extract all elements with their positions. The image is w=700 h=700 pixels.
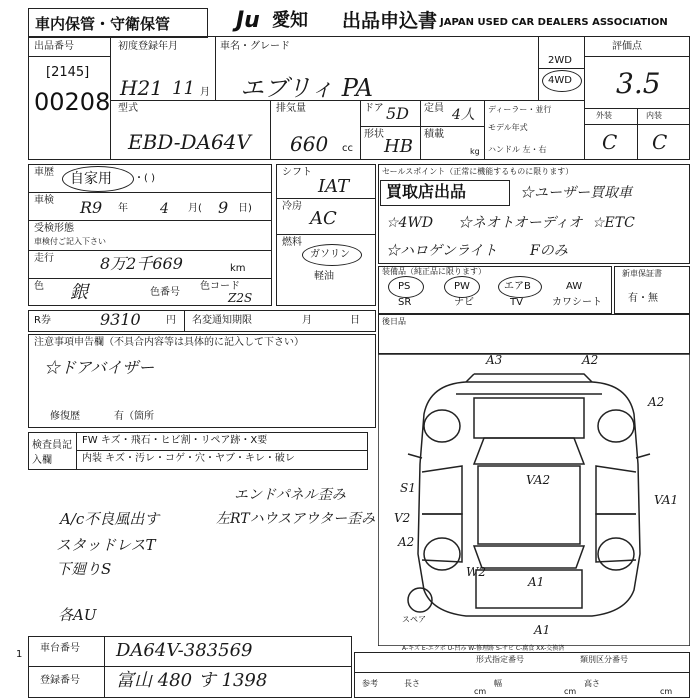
recycle-unit: 円 (166, 315, 176, 326)
lot-label: 出品番号 (34, 41, 74, 52)
plate-value: 富山 480 す 1398 (116, 670, 268, 691)
shape-label: 形状 (364, 129, 384, 140)
damage-mark-7: A2 (398, 535, 415, 549)
rating-value: 3.5 (616, 67, 661, 100)
spare-label: スペア (402, 615, 426, 624)
remark-0: A/c不良風出す (60, 510, 160, 528)
equipment-aw: AW (566, 281, 583, 292)
equipment-airbag: エアB (504, 281, 531, 292)
damage-legend: A-キズ E-エクボ U-凹み W-修理跡 S-サビ C-腐食 XX-交換済 (402, 645, 565, 652)
mileage-unit: km (230, 263, 246, 274)
color-code-label: 色コード (200, 281, 240, 292)
shift-label: シフト (282, 167, 312, 178)
model-label: 車名・グレード (220, 41, 290, 52)
inspector-interior-row: 内装 キズ・汚レ・コゲ・穴・ヤブ・キレ・破レ (82, 453, 295, 464)
doors-label: ドア (364, 103, 384, 114)
equipment-tv: TV (510, 297, 523, 308)
chassis-label: 車台番号 (40, 643, 80, 654)
selling-point-5: Fのみ (530, 243, 568, 259)
height-unit: cm (660, 687, 673, 696)
load-unit: kg (470, 147, 480, 156)
shaken-era: R9 (80, 198, 103, 217)
history-label: 車歴 (34, 167, 54, 178)
meter-notice-month: 月 (302, 315, 312, 326)
equipment-pw-circle (444, 276, 480, 298)
inspector-label: 検査員記入欄 (32, 440, 72, 466)
selling-point-1: ☆4WD (386, 215, 434, 231)
drive-4wd: 4WD (548, 75, 572, 86)
repair-label: 修復歴 (50, 411, 80, 422)
selling-point-4: ☆ハロゲンライト (386, 243, 498, 259)
length-label: 長さ (404, 679, 420, 688)
reception-label: 受検形態 (34, 223, 74, 234)
history-circle (62, 166, 134, 192)
damage-mark-3: S1 (400, 481, 416, 495)
type-label: 型式 (118, 103, 138, 114)
doors-value: 5D (386, 104, 410, 123)
shaken-day-unit: 日) (238, 203, 252, 214)
drive-2wd: 2WD (548, 55, 572, 66)
left-mark: 1 (16, 649, 23, 660)
width-unit: cm (564, 687, 577, 696)
org-name: 愛知 (272, 10, 308, 31)
mileage-label: 走行 (34, 253, 54, 264)
type-value: EBD-DA64V (128, 130, 251, 154)
drive-4wd-circle (542, 70, 582, 92)
damage-mark-8: W2 (466, 565, 486, 579)
remark-1: スタッドレスT (56, 536, 156, 554)
shape-value: HB (384, 136, 413, 157)
capacity-label: 定員 (424, 103, 444, 114)
height-label: 高さ (584, 679, 600, 688)
rating-exterior-label: 外装 (596, 111, 612, 120)
shaken-label: 車検 (34, 195, 54, 206)
damage-mark-5: VA1 (654, 493, 679, 507)
shaken-month-unit: 月( (188, 203, 202, 214)
rear-label: 後日品 (382, 317, 406, 326)
inspector-fw-row: FW キズ・飛石・ヒビ割・リペア跡・X要 (82, 435, 268, 446)
equipment-sr: SR (398, 297, 412, 308)
notes-label: 注意事項申告欄（不具合内容等は具体的に記入して下さい） (34, 337, 304, 348)
fuel-label: 燃料 (282, 237, 302, 248)
selling-point-2: ☆ネオトオーディオ (458, 215, 583, 231)
english-title: JAPAN USED CAR DEALERS ASSOCIATION (440, 17, 668, 28)
selling-points-label: セールスポイント（正常に機能するものに限ります） (382, 167, 574, 176)
width-label: 幅 (494, 679, 502, 688)
class-label: 類別区分番号 (580, 655, 628, 664)
equipment-navi: ナビ (454, 297, 474, 308)
registration-month-unit: 月 (200, 87, 210, 98)
mileage-value: 8万2千669 (100, 254, 183, 273)
repair-value: 有（箇所 (114, 411, 154, 422)
notes-box (28, 334, 376, 428)
form-title: 出品申込書 (342, 10, 438, 32)
equipment-seat: カワシート (552, 297, 602, 308)
lot-number: 00208 (34, 88, 111, 116)
remark-2: 下廻りS (56, 560, 112, 578)
equipment-label: 装備品（純正品に限ります） (382, 267, 486, 276)
registration-label: 初度登録年月 (118, 41, 178, 52)
fuel-gas: ガソリン (310, 249, 350, 260)
displacement-label: 排気量 (276, 103, 306, 114)
damage-mark-1: A2 (582, 353, 599, 367)
lot-bracket: [2145] (46, 65, 90, 80)
fuel-gas-circle (302, 244, 362, 266)
recycle-value: 9310 (100, 310, 141, 329)
new-car-label: 新車保証書 (622, 269, 662, 278)
spec-label: 形式指定番号 (476, 655, 524, 664)
shaken-day: 9 (218, 198, 229, 217)
remark-5: 各AU (58, 606, 97, 624)
capacity-value: 4人 (452, 107, 475, 123)
handle-label: ハンドル 左・右 (488, 145, 547, 154)
equipment-pw: PW (454, 281, 470, 292)
length-unit: cm (474, 687, 487, 696)
recycle-label: R券 (34, 315, 51, 326)
shift-value: IAT (318, 176, 350, 197)
equipment-airbag-circle (498, 276, 542, 298)
rating-interior-label: 内装 (646, 111, 662, 120)
color-code: Z2S (228, 291, 253, 305)
model-year-label: モデル年式 (488, 123, 528, 132)
equipment-ps: PS (398, 281, 411, 292)
dealer-label: ディーラー・並行 (488, 105, 552, 114)
storage-label-box (28, 8, 208, 38)
notes-item-0: ☆ドアバイザー (44, 358, 155, 377)
history-value: 自家用 (70, 171, 112, 187)
model-value: エブリィ PA (240, 74, 373, 102)
color-value: 銀 (70, 282, 88, 303)
selling-point-3: ☆ETC (592, 215, 635, 231)
shaken-year-unit: 年 (118, 203, 128, 214)
history-paren: ・( ) (134, 173, 155, 184)
damage-mark-10: A1 (534, 623, 551, 637)
color-number-label: 色番号 (150, 287, 180, 298)
displacement-value: 660 (290, 132, 329, 156)
fuel-diesel: 軽油 (314, 271, 334, 282)
rating-exterior: C (602, 130, 618, 154)
plate-label: 登録番号 (40, 675, 80, 686)
ju-logo: Ju (236, 8, 260, 33)
meter-notice-day: 日 (350, 315, 360, 326)
remark-3: エンドパネル歪み (234, 487, 346, 503)
damage-mark-2: A2 (648, 395, 665, 409)
damage-mark-6: V2 (394, 511, 411, 525)
color-label: 色 (34, 281, 44, 292)
registration-year: H21 (120, 76, 163, 100)
rating-label: 評価点 (612, 41, 642, 52)
meter-notice-label: 名変通知期限 (192, 315, 252, 326)
rear-box (378, 314, 690, 354)
selling-headline: 買取店出品 (386, 182, 467, 201)
storage-label: 車内保管・守衛保管 (35, 15, 171, 33)
displacement-unit: cc (342, 143, 353, 154)
damage-mark-0: A3 (486, 353, 503, 367)
new-car-value: 有・無 (628, 293, 658, 304)
car-damage-diagram (378, 354, 690, 646)
aircon-label: 冷房 (282, 201, 302, 212)
reception-note: 車検付ご記入下さい (34, 237, 106, 246)
aircon-value: AC (310, 208, 337, 229)
selling-point-0: ☆ユーザー買取車 (520, 185, 632, 201)
registration-month: 11 (172, 78, 195, 99)
equipment-ps-circle (388, 276, 424, 298)
ref-label: 参考 (362, 679, 378, 688)
load-label: 積載 (424, 129, 444, 140)
rating-interior: C (652, 130, 668, 154)
chassis-value: DA64V-383569 (116, 640, 253, 661)
shaken-month: 4 (160, 201, 169, 217)
damage-mark-9: A1 (528, 575, 545, 589)
remark-4: 左RTハウスアウター歪み (216, 511, 376, 527)
damage-mark-4: VA2 (526, 473, 551, 487)
